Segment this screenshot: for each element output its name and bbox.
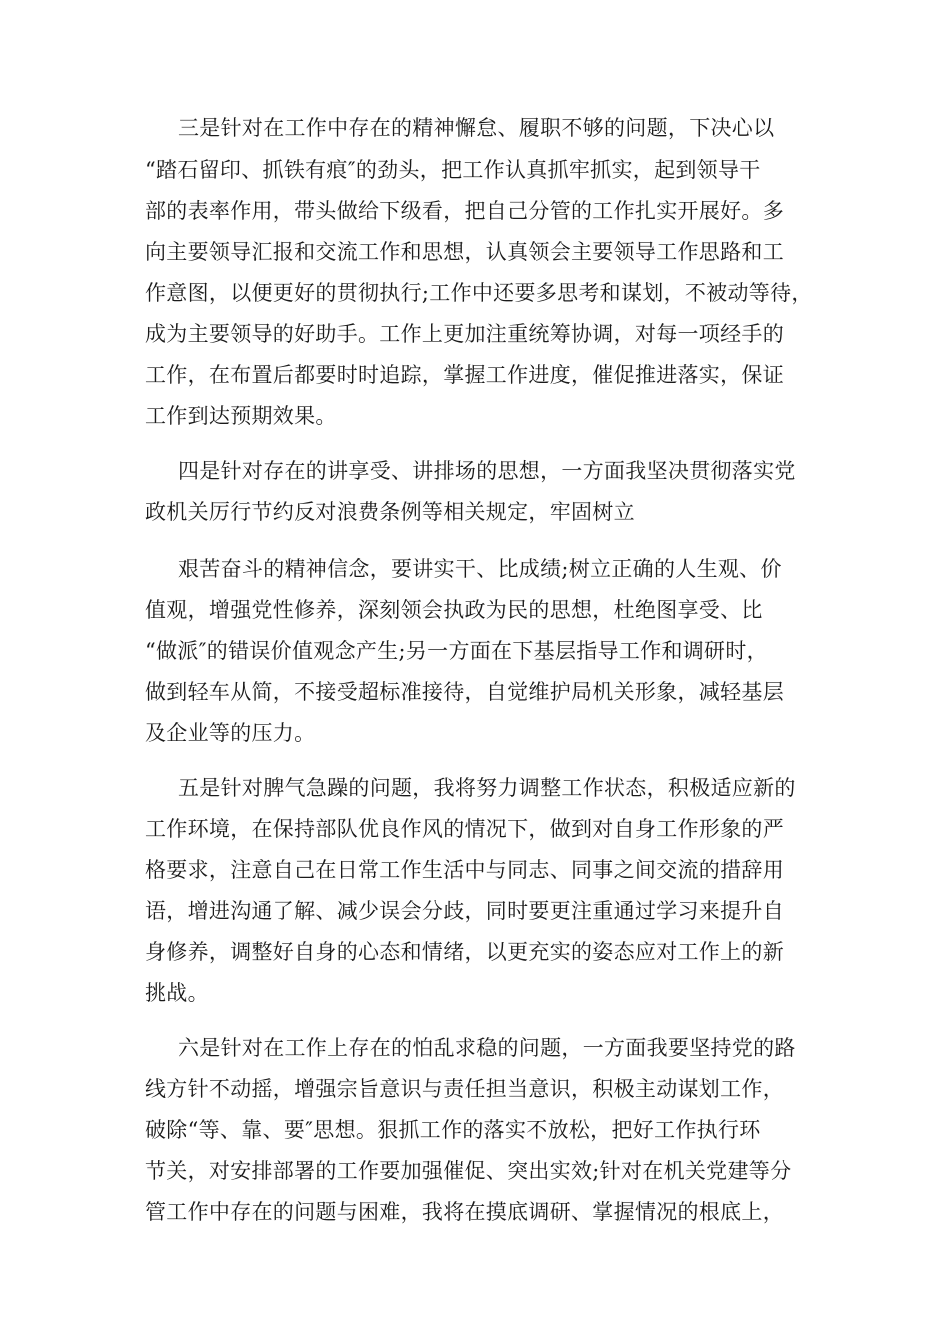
paragraph-line: 五是针对脾气急躁的问题，我将努力调整工作状态，积极适应新的 (178, 776, 796, 800)
paragraph-line: 四是针对存在的讲享受、讲排场的思想，一方面我坚决贯彻落实党 (178, 459, 796, 483)
paragraph-line: 作意图，以便更好的贯彻执行;工作中还要多思考和谋划，不被动等待， (145, 281, 813, 305)
paragraph-line: 工作环境，在保持部队优良作风的情况下，做到对自身工作形象的严 (145, 817, 784, 841)
paragraph-line: “踏石留印、抓铁有痕″的劲头，把工作认真抓牢抓实，起到领导干 (145, 158, 761, 182)
paragraph-line: “做派″的错误价值观念产生;另一方面在下基层指导工作和调研时， (145, 639, 768, 663)
paragraph-line: 政机关厉行节约反对浪费条例等相关规定，牢固树立 (145, 500, 635, 524)
paragraph-line: 三是针对在工作中存在的精神懈怠、履职不够的问题，下决心以 (178, 116, 775, 140)
paragraph-line: 向主要领导汇报和交流工作和思想，认真领会主要领导工作思路和工 (145, 240, 784, 264)
paragraph-line: 挑战。 (145, 981, 209, 1005)
paragraph-line: 节关，对安排部署的工作要加强催促、突出实效;针对在机关党建等分 (145, 1159, 792, 1183)
paragraph-line: 身修养，调整好自身的心态和情绪，以更充实的姿态应对工作上的新 (145, 940, 784, 964)
paragraph-line: 部的表率作用，带头做给下级看，把自己分管的工作扎实开展好。多 (145, 199, 784, 223)
paragraph-line: 值观，增强党性修养，深刻领会执政为民的思想，杜绝图享受、比 (145, 598, 763, 622)
paragraph-line: 及企业等的压力。 (145, 721, 316, 745)
paragraph-line: 语，增进沟通了解、减少误会分歧，同时要更注重通过学习来提升自 (145, 899, 784, 923)
paragraph-line: 管工作中存在的问题与困难，我将在摸底调研、掌握情况的根底上， (145, 1200, 784, 1224)
paragraph-line: 成为主要领导的好助手。工作上更加注重统筹协调，对每一项经手的 (145, 322, 784, 346)
paragraph-line: 艰苦奋斗的精神信念，要讲实干、比成绩;树立正确的人生观、价 (178, 557, 782, 581)
paragraph-line: 做到轻车从简，不接受超标准接待，自觉维护局机关形象，减轻基层 (145, 680, 784, 704)
paragraph-line: 工作到达预期效果。 (145, 404, 337, 428)
paragraph-line: 格要求，注意自己在日常工作生活中与同志、同事之间交流的措辞用 (145, 858, 784, 882)
paragraph-line: 破除“等、靠、要″思想。狠抓工作的落实不放松，把好工作执行环 (145, 1118, 761, 1142)
paragraph-line: 六是针对在工作上存在的怕乱求稳的问题，一方面我要坚持党的路 (178, 1036, 796, 1060)
paragraph-line: 线方针不动摇，增强宗旨意识与责任担当意识，积极主动谋划工作， (145, 1077, 784, 1101)
paragraph-line: 工作，在布置后都要时时追踪，掌握工作进度，催促推进落实，保证 (145, 363, 784, 387)
